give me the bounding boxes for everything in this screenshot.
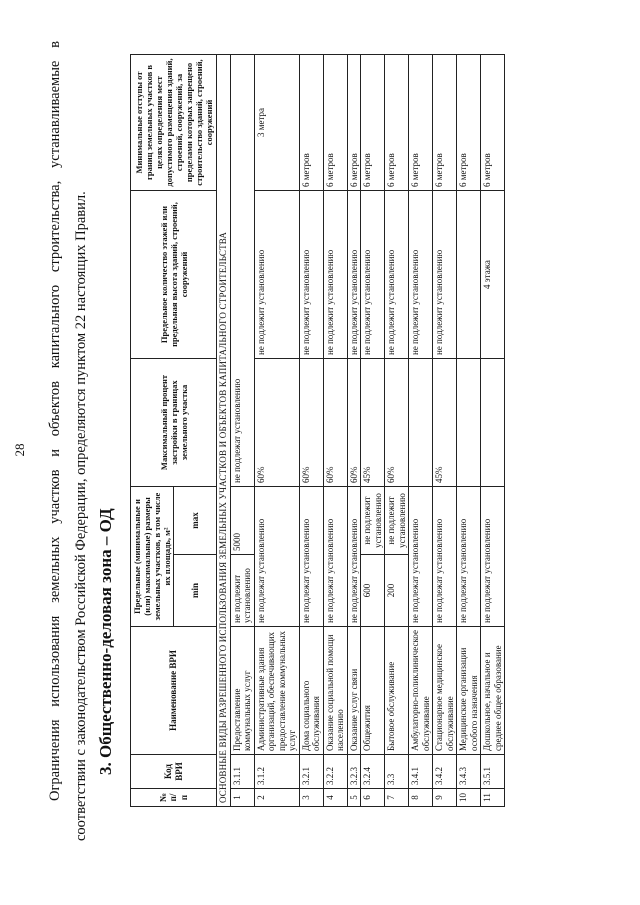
cell-indent: 6 метров [323,55,347,191]
header-indent: Минимальные отступы от границ земельных участков в целях определения мест допустимого размещения зданий, строений, сооружений, за пределами которых запрещено строительство зданий, строений, сооружений [131,55,217,191]
cell-percent: 60% [347,359,361,487]
cell-floors: 4 этажа [481,191,505,359]
cell-num: 3 [299,789,323,807]
cell-indent: 3 метра [254,55,299,191]
cell-code: 3.2.3 [347,755,361,789]
cell-indent: 6 метров [385,55,409,191]
cell-floors: не подлежит установлению [385,191,409,359]
cell-size: не подлежат установлению [299,487,323,627]
header-code: Код ВРИ [131,755,217,789]
cell-indent: 6 метров [361,55,385,191]
cell-floors: не подлежит установлению [347,191,361,359]
cell-name: Амбулаторно-поликлиническое обслуживание [409,627,433,755]
cell-floors: не подлежит установлению [254,191,299,359]
header-percent: Максимальный процент застройки в границах земельного участка [131,359,217,487]
cell-num: 6 [361,789,385,807]
cell-indent: 6 метров [299,55,323,191]
cell-floors: не подлежит установлению [361,191,385,359]
zoning-table [130,54,505,807]
cell-percent: 60% [323,359,347,487]
cell-max: не подлежит установлению [361,487,385,555]
section-title: ОСНОВНЫЕ ВИДЫ РАЗРЕШЕННОГО ИСПОЛЬЗОВАНИЯ ЗЕМЕЛЬНЫХ УЧАСТКОВ И ОБЪЕКТОВ КАПИТАЛЬНОГО СТРОИТЕЛЬСТВА [217,55,231,807]
cell-num: 10 [457,789,481,807]
cell-num: 1 [230,789,254,807]
cell-num: 4 [323,789,347,807]
cell-code: 3.2.4 [361,755,385,789]
cell-size: не подлежат установлению [347,487,361,627]
cell-min: не подлежит установлению [230,555,254,627]
cell-percent: 60% [385,359,409,487]
cell-percent: 45% [361,359,385,487]
table-row [481,55,505,807]
cell-num: 2 [254,789,299,807]
page-number: 28 [12,443,27,457]
header-min: min [174,555,217,627]
cell-min: 600 [361,555,385,627]
cell-floors: не подлежит установлению [409,191,433,359]
cell-num: 9 [433,789,457,807]
cell-name: Предоставление коммунальных услуг [230,627,254,755]
table-row [230,55,254,807]
table-row [361,55,385,807]
cell-size: не подлежат установлению [457,487,481,627]
section-row [217,55,231,807]
table-row [385,55,409,807]
header-floors: Предельное количество этажей или предельная высота зданий, строений, сооружений [131,191,217,359]
cell-code: 3.4.1 [409,755,433,789]
cell-indent: 6 метров [347,55,361,191]
cell-size: не подлежат установлению [481,487,505,627]
cell-name: Административные здания организаций, обеспечивающих предоставление коммунальных услуг [254,627,299,755]
header-num: № п/п [131,789,217,807]
cell-num: 7 [385,789,409,807]
cell-code: 3.1.1 [230,755,254,789]
cell-percent: 45% [433,359,457,487]
cell-code: 3.4.3 [457,755,481,789]
cell-code: 3.2.1 [299,755,323,789]
cell-indent: 6 метров [433,55,457,191]
intro-paragraph [42,41,94,841]
cell-size: не подлежат установлению [323,487,347,627]
cell-percent [409,359,433,487]
cell-size: не подлежат установлению [409,487,433,627]
cell-max: 5000 [230,487,254,555]
header-max: max [174,487,217,555]
cell-percent: не подлежат установлению [230,55,254,487]
header-row [131,55,174,807]
table-row [433,55,457,807]
cell-indent: 6 метров [481,55,505,191]
cell-size: не подлежат установлению [433,487,457,627]
cell-num: 11 [481,789,505,807]
intro-line-2: соответствии с законодательством Российской Федерации, определяются пунктом 22 настоящих Правил. [73,191,89,841]
cell-name: Дошкольное, начальное и среднее общее образование [481,627,505,755]
cell-code: 3.4.2 [433,755,457,789]
cell-size: не подлежат установлению [254,487,299,627]
cell-num: 8 [409,789,433,807]
cell-percent [457,359,481,487]
cell-code: 3.5.1 [481,755,505,789]
header-size: Предельные (минимальные и (или) максимальные) размеры земельных участков, в том числе их площадь, м² [131,487,174,627]
cell-percent [481,359,505,487]
cell-floors [457,191,481,359]
cell-min: 200 [385,555,409,627]
intro-line-1: Ограничения использования земельных участков и объектов капитального строительства, устанавливаемые в [47,41,63,801]
cell-floors: не подлежит установлению [299,191,323,359]
cell-name: Стационарное медицинское обслуживание [433,627,457,755]
cell-name: Оказание социальной помощи населению [323,627,347,755]
cell-code: 3.2.2 [323,755,347,789]
cell-floors: не подлежит установлению [433,191,457,359]
table-row [254,55,299,807]
cell-indent: 6 метров [457,55,481,191]
cell-name: Оказание услуг связи [347,627,361,755]
table-row [457,55,481,807]
table-row [409,55,433,807]
cell-percent: 60% [299,359,323,487]
cell-indent: 6 метров [409,55,433,191]
cell-num: 5 [347,789,361,807]
cell-name: Бытовое обслуживание [385,627,409,755]
cell-percent: 60% [254,359,299,487]
table-row [323,55,347,807]
table-row [347,55,361,807]
cell-name: Медицинские организации особого назначения [457,627,481,755]
header-name: Наименование ВРИ [131,627,217,755]
cell-code: 3.1.2 [254,755,299,789]
zone-title: 3. Общественно-деловая зона – ОД [96,508,115,775]
table-row [299,55,323,807]
cell-max: не подлежит установлению [385,487,409,555]
cell-floors: не подлежит установлению [323,191,347,359]
cell-name: Дома социального обслуживания [299,627,323,755]
cell-name: Общежития [361,627,385,755]
cell-code: 3.3 [385,755,409,789]
